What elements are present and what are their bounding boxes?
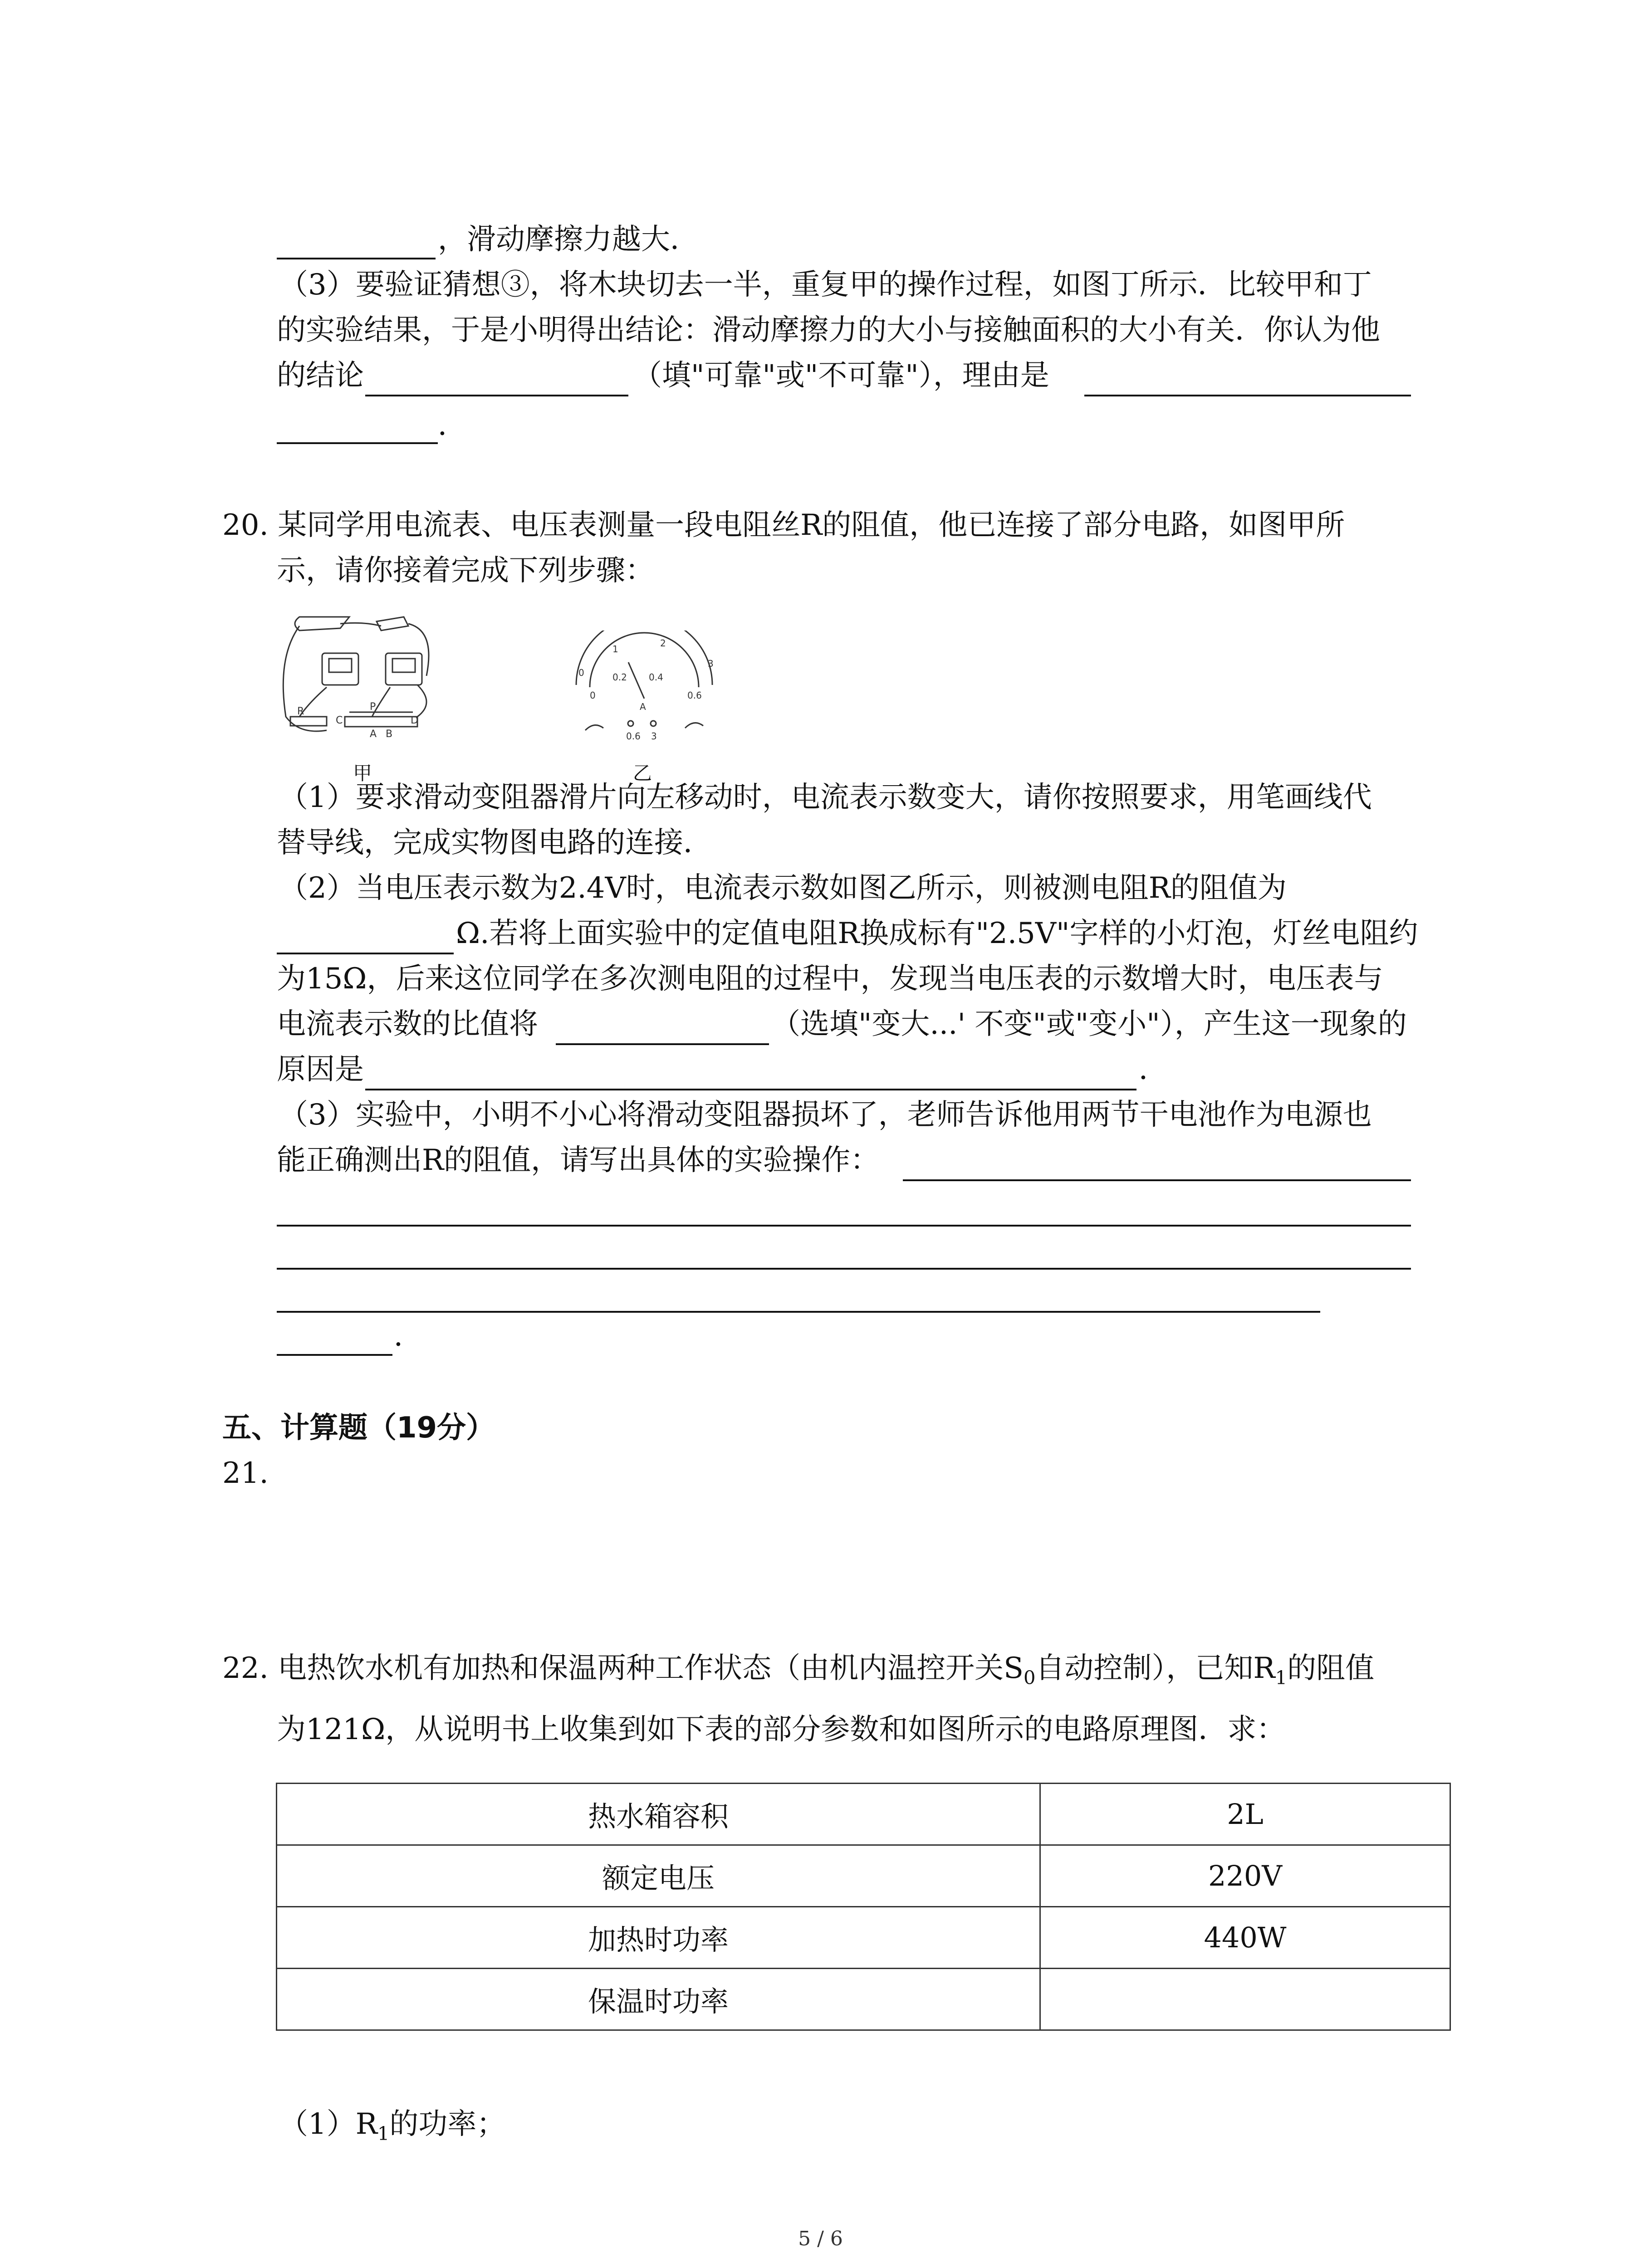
q20-part1-line2: 替导线，完成实物图电路的连接． [277,826,712,860]
figure-caption-yi: 乙 [633,762,652,784]
q22-stem-line2: 为121Ω，从说明书上收集到如下表的部分参数和如图所示的电路原理图．求： [277,1713,1286,1746]
scale-label: 1 [612,644,618,655]
answer-blank[interactable] [365,1089,1136,1090]
scale-label: 0 [590,690,596,701]
circuit-label: B [386,728,393,740]
table-cell-param: 加热时功率 [277,1907,1040,1969]
answer-blank[interactable] [556,1043,769,1045]
answer-blank[interactable] [277,442,438,444]
scale-label: 3 [651,731,657,742]
q19-part3-line3-b: （填"可靠"或"不可靠"），理由是 [633,359,1049,392]
scale-label: 0.6 [626,731,641,742]
q22-line1-a: 22. 电热饮水机有加热和保温两种工作状态（由机内温控开关S [222,1652,1024,1685]
circuit-label: A [370,728,377,740]
q19-part3-line2: 的实验结果，于是小明得出结论：滑动摩擦力的大小与接触面积的大小有关．你认为他 [277,313,1380,347]
scale-label: 0.4 [649,672,663,683]
q22-line1-sub2: 1 [1275,1666,1288,1689]
q22-part1-sub: 1 [377,2122,390,2145]
answer-blank[interactable] [903,1179,1411,1181]
q19-line0-tail: ，滑动摩擦力越大． [438,223,699,256]
circuit-label: C [336,715,343,726]
table-cell-param: 保温时功率 [277,1969,1040,2030]
q22-stem-line1 [222,1651,1374,1689]
scale-label: 2 [660,638,666,649]
q20-stem-line2: 示，请你接着完成下列步骤： [277,554,654,587]
table-cell-value: 220V [1040,1845,1450,1907]
q20-part2-line5-tail: ． [1139,1053,1168,1086]
table-row [277,1969,1450,2030]
table-row [277,1784,1450,1845]
q22-part1-b: 的功率； [389,2107,506,2141]
q20-part2-line2-tail: Ω.若将上面实验中的定值电阻R换成标有"2.5V"字样的小灯泡，灯丝电阻约 [456,917,1418,950]
figure-caption-jia: 甲 [353,762,372,784]
answer-blank[interactable] [365,395,628,396]
q22-part1 [279,2107,505,2145]
q20-part1-line1: （1）要求滑动变阻器滑片向左移动时，电流表示数变大，请你按照要求，用笔画线代 [279,781,1372,814]
q20-stem-line1: 20. 某同学用电流表、电压表测量一段电阻丝R的阻值，他已连接了部分电路，如图甲所 [222,508,1345,542]
q19-part3-line3-a: 的结论 [277,359,364,392]
circuit-label: D [411,715,418,726]
parameter-table [276,1783,1451,2031]
section-title: 五、计算题（19分） [222,1411,495,1445]
circuit-label: R [297,706,304,717]
table-row [277,1845,1450,1907]
table-cell-param: 额定电压 [277,1845,1040,1907]
answer-blank[interactable] [277,1268,1411,1270]
ammeter-figure-yi [563,631,726,748]
q20-part2-line1: （2）当电压表示数为2.4V时，电流表示数如图乙所示，则被测电阻R的阻值为 [279,871,1287,905]
answer-blank[interactable] [277,1354,392,1356]
answer-blank[interactable] [277,953,454,954]
table-cell-value[interactable] [1040,1969,1450,2030]
q20-part2-line4-b: （选填"变大...' 不变"或"变小"），产生这一现象的 [771,1007,1407,1041]
q20-part2-line4-a: 电流表示数的比值将 [277,1007,538,1041]
table-row [277,1907,1450,1969]
scale-label: A [640,701,646,712]
table-cell-value: 440W [1040,1907,1450,1969]
scale-label: 0.6 [687,690,702,701]
answer-blank[interactable] [277,258,436,259]
q22-line1-sub: 0 [1023,1666,1036,1689]
q20-part3-line1: （3）实验中，小明不小心将滑动变阻器损坏了，老师告诉他用两节干电池作为电源也 [279,1098,1372,1132]
circuit-label: P [370,701,376,713]
page-number: 5 / 6 [798,2227,843,2250]
q20-part2-line3: 为15Ω，后来这位同学在多次测电阻的过程中，发现当电压表的示数增大时，电压表与 [277,962,1383,996]
scale-label: 0 [578,667,584,678]
q19-part3-line4-tail: ． [438,409,467,442]
q20-part3-end-tail: ． [394,1320,423,1353]
table-cell-value: 2L [1040,1784,1450,1845]
answer-blank[interactable] [277,1311,1320,1313]
q20-part3-line2: 能正确测出R的阻值，请写出具体的实验操作： [277,1144,880,1177]
answer-blank[interactable] [1084,395,1411,396]
table-cell-param: 热水箱容积 [277,1784,1040,1845]
q22-line1-b: 自动控制），已知R [1035,1652,1275,1685]
scale-label: 0.2 [612,672,627,683]
q19-part3-line1: （3）要验证猜想③，将木块切去一半，重复甲的操作过程，如图丁所示．比较甲和丁 [279,268,1372,302]
answer-blank[interactable] [277,1225,1411,1227]
q22-line1-c: 的阻值 [1287,1652,1375,1685]
scale-label: 3 [708,658,714,669]
q22-part1-a: （1）R [279,2107,377,2141]
q20-part2-line5-a: 原因是 [277,1053,364,1086]
circuit-figure-jia [272,603,481,753]
q21-number: 21. [222,1457,269,1490]
